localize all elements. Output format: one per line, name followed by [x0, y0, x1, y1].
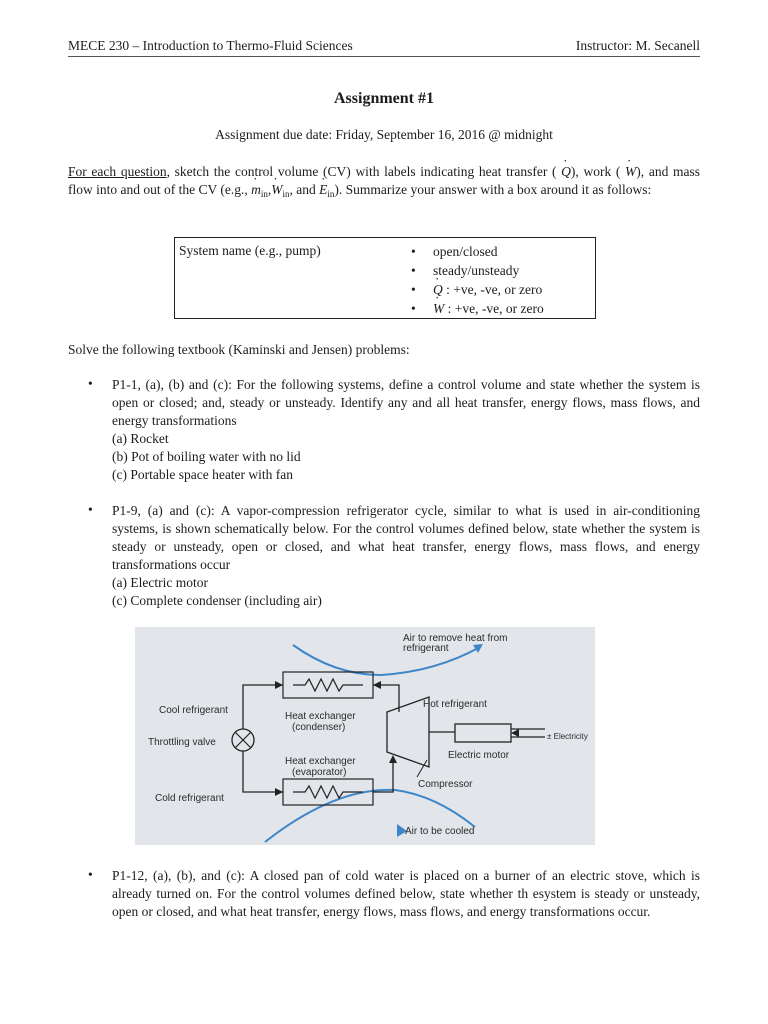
- course-header: MECE 230 – Introduction to Thermo-Fluid Sciences: [68, 38, 353, 53]
- problem-p1-9-text: P1-9, (a) and (c): A vapor-compression refrigerator cycle, similar to what is used in air-conditioning systems, is shown schematically below. For the control volumes defined below, state whether the system is steady or unsteady, open or closed, and what heat transfer, energy flows, mass flows, and energy transformations occur: [112, 503, 700, 572]
- summary-item-steady: • steady/unsteady: [411, 262, 544, 281]
- refrigeration-cycle-figure: [135, 627, 595, 845]
- problem-p1-1-part-c: (c) Portable space heater with fan: [112, 467, 294, 482]
- air-remove-label-1: Air to remove heat from: [403, 633, 508, 644]
- evaporator-label-2: (evaporator): [292, 767, 347, 778]
- mass-flow-symbol: · m: [251, 181, 261, 199]
- problem-p1-1: [112, 376, 700, 484]
- summary-item-work: [411, 300, 544, 319]
- electricity-arrow-icon: [511, 729, 519, 737]
- air-remove-label-2: refrigerant: [403, 643, 449, 654]
- heat-symbol: · Q: [561, 163, 571, 181]
- comma: ,: [267, 182, 272, 197]
- summary-box: [174, 237, 596, 319]
- compressor-label: Compressor: [418, 779, 473, 790]
- instructor-header: Instructor: M. Secanell: [575, 38, 700, 53]
- refrigeration-diagram: [135, 627, 595, 845]
- solve-intro: Solve the following textbook (Kaminski and Jensen) problems:: [68, 342, 410, 357]
- system-name-label: System name (e.g., pump): [179, 243, 321, 258]
- summary-item-heat: [411, 281, 544, 300]
- work-symbol: · W: [625, 163, 636, 181]
- condenser-label-1: Heat exchanger: [285, 711, 356, 722]
- problem-p1-1-part-b: (b) Pot of boiling water with no lid: [112, 449, 301, 464]
- air-cooled-label: Air to be cooled: [405, 826, 475, 837]
- intro-text-4: ). Summarize your answer with a box around it as follows:: [334, 182, 652, 197]
- intro-and: , and: [289, 182, 316, 197]
- intro-paragraph: [68, 163, 700, 203]
- problem-p1-9-part-c: (c) Complete condenser (including air): [112, 593, 322, 608]
- due-date: Assignment due date: Friday, September 16, 2016 @ midnight: [215, 127, 553, 142]
- problem-p1-9: [112, 502, 700, 610]
- problem-p1-12-text: P1-12, (a), (b), and (c): A closed pan of cold water is placed on a burner of an electric stove, which is already turned on. For the control volumes defined below, state whether th esystem is steady or unsteady, open or closed, and what heat transfer, energy flows, mass flows, and energy transformations occur.: [112, 868, 700, 919]
- problem-p1-1-text: P1-1, (a), (b) and (c): For the following systems, define a control volume and state whether the system is open or closed; and, steady or unsteady. Identify any and all heat transfer, energy flows, mass flows, and energy transformations: [112, 377, 700, 428]
- heat-sign-text: : +ve, -ve, or zero: [446, 282, 543, 297]
- pipe-hot: [373, 685, 399, 712]
- compressor-leader: [417, 760, 427, 777]
- bullet-icon: •: [88, 867, 93, 882]
- air-out-arrow-icon: [473, 644, 483, 653]
- problem-p1-1-part-a: (a) Rocket: [112, 431, 169, 446]
- summary-list: [411, 243, 544, 319]
- evaporator-label-1: Heat exchanger: [285, 756, 356, 767]
- pipe-cold: [243, 751, 283, 792]
- heat-symbol-box: · Q: [433, 281, 443, 299]
- intro-lead: For each question: [68, 164, 167, 179]
- intro-text-3: ), and mass flow into and out of the CV (e.g.,: [68, 164, 701, 197]
- condenser-label-2: (condenser): [292, 722, 346, 733]
- cool-refrigerant-label: Cool refrigerant: [159, 705, 228, 716]
- subscript-in-2: in: [282, 189, 290, 199]
- condenser-air-curve: [293, 645, 480, 675]
- pipe-arrow-icon: [275, 788, 283, 796]
- condenser-coil-icon: [293, 679, 363, 691]
- pipe-arrow-icon: [373, 681, 381, 689]
- problem-p1-9-part-a: (a) Electric motor: [112, 575, 208, 590]
- electric-motor-icon: [455, 724, 511, 742]
- work-sign-text: : +ve, -ve, or zero: [447, 301, 544, 316]
- intro-text-1: , sketch the control volume (CV) with labels indicating heat transfer (: [166, 164, 557, 179]
- pipe-arrow-icon: [389, 755, 397, 763]
- cold-refrigerant-label: Cold refrigerant: [155, 793, 224, 804]
- header-rule: [68, 56, 700, 57]
- hot-refrigerant-label: Hot refrigerant: [423, 699, 487, 710]
- pipe-arrow-icon: [275, 681, 283, 689]
- subscript-in-3: in: [327, 189, 335, 199]
- problem-p1-12: [112, 867, 700, 921]
- throttling-valve-label: Throttling valve: [148, 737, 216, 748]
- evaporator-coil-icon: [293, 786, 363, 798]
- pipe-cool: [243, 685, 283, 729]
- subscript-in: in: [260, 189, 268, 199]
- electricity-label: ± Electricity: [547, 732, 588, 741]
- page-title: Assignment #1: [333, 90, 434, 107]
- electric-motor-label: Electric motor: [448, 750, 510, 761]
- work-symbol-box: · W: [433, 300, 444, 318]
- intro-text-2: ), work (: [570, 164, 621, 179]
- energy-in-symbol: · E: [319, 181, 327, 199]
- bullet-icon: •: [88, 376, 93, 391]
- summary-item-open-closed: • open/closed: [411, 243, 544, 262]
- bullet-icon: •: [88, 502, 93, 517]
- work-in-symbol: · W: [271, 181, 282, 199]
